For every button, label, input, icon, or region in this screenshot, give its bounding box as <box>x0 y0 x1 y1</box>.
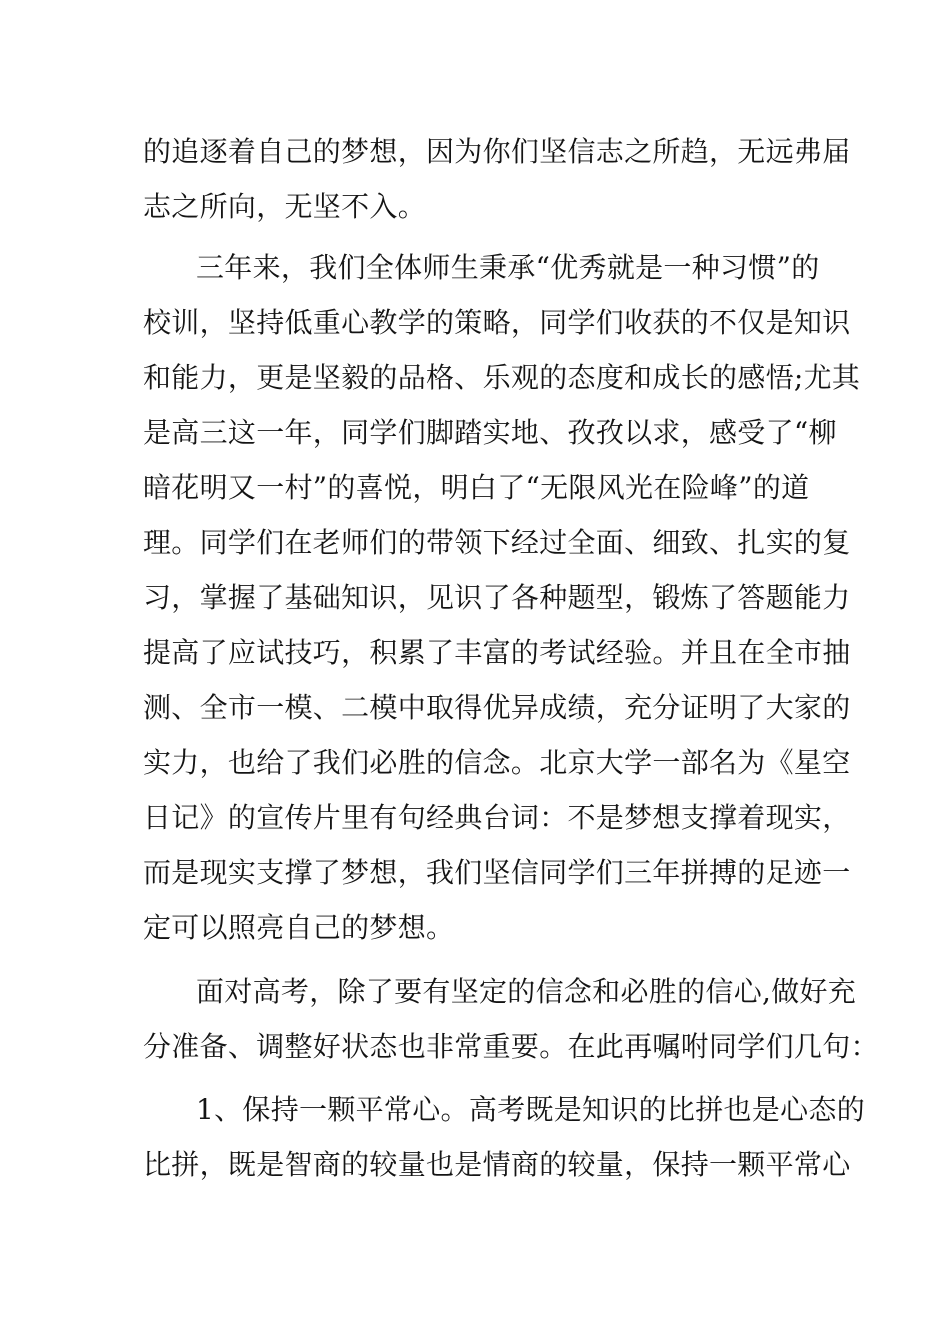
text-line: 比拼，既是智商的较量也是情商的较量，保持一颗平常心 <box>143 1148 851 1181</box>
text-line: 1、保持一颗平常心。高考既是知识的比拼也是心态的 <box>196 1093 866 1126</box>
text-line: 实力，也给了我们必胜的信念。北京大学一部名为《星空 <box>143 746 851 779</box>
text-line: 分准备、调整好状态也非常重要。在此再嘱咐同学们几句： <box>143 1030 879 1063</box>
text-line: 暗花明又一村”的喜悦，明白了“无限风光在险峰”的道 <box>143 471 810 504</box>
text-line: 而是现实支撑了梦想，我们坚信同学们三年拼搏的足迹一 <box>143 856 851 889</box>
text-line: 面对高考，除了要有坚定的信念和必胜的信心,做好充 <box>196 975 857 1008</box>
text-line: 的追逐着自己的梦想，因为你们坚信志之所趋，无远弗届 <box>143 135 851 168</box>
text-line: 是高三这一年，同学们脚踏实地、孜孜以求，感受了“柳 <box>143 416 837 449</box>
text-line: 测、全市一模、二模中取得优异成绩，充分证明了大家的 <box>143 691 851 724</box>
text-line: 习，掌握了基础知识，见识了各种题型，锻炼了答题能力 <box>143 581 851 614</box>
text-line: 提高了应试技巧，积累了丰富的考试经验。并且在全市抽 <box>143 636 851 669</box>
text-line: 日记》的宣传片里有句经典台词：不是梦想支撑着现实， <box>143 801 851 834</box>
text-line: 校训，坚持低重心教学的策略，同学们收获的不仅是知识 <box>143 306 851 339</box>
text-line: 定可以照亮自己的梦想。 <box>143 911 455 944</box>
text-line: 和能力，更是坚毅的品格、乐观的态度和成长的感悟;尤其 <box>143 361 861 394</box>
text-line: 理。同学们在老师们的带领下经过全面、细致、扎实的复 <box>143 526 851 559</box>
text-line: 志之所向，无坚不入。 <box>143 190 427 223</box>
text-line: 三年来，我们全体师生秉承“优秀就是一种习惯”的 <box>196 251 820 284</box>
